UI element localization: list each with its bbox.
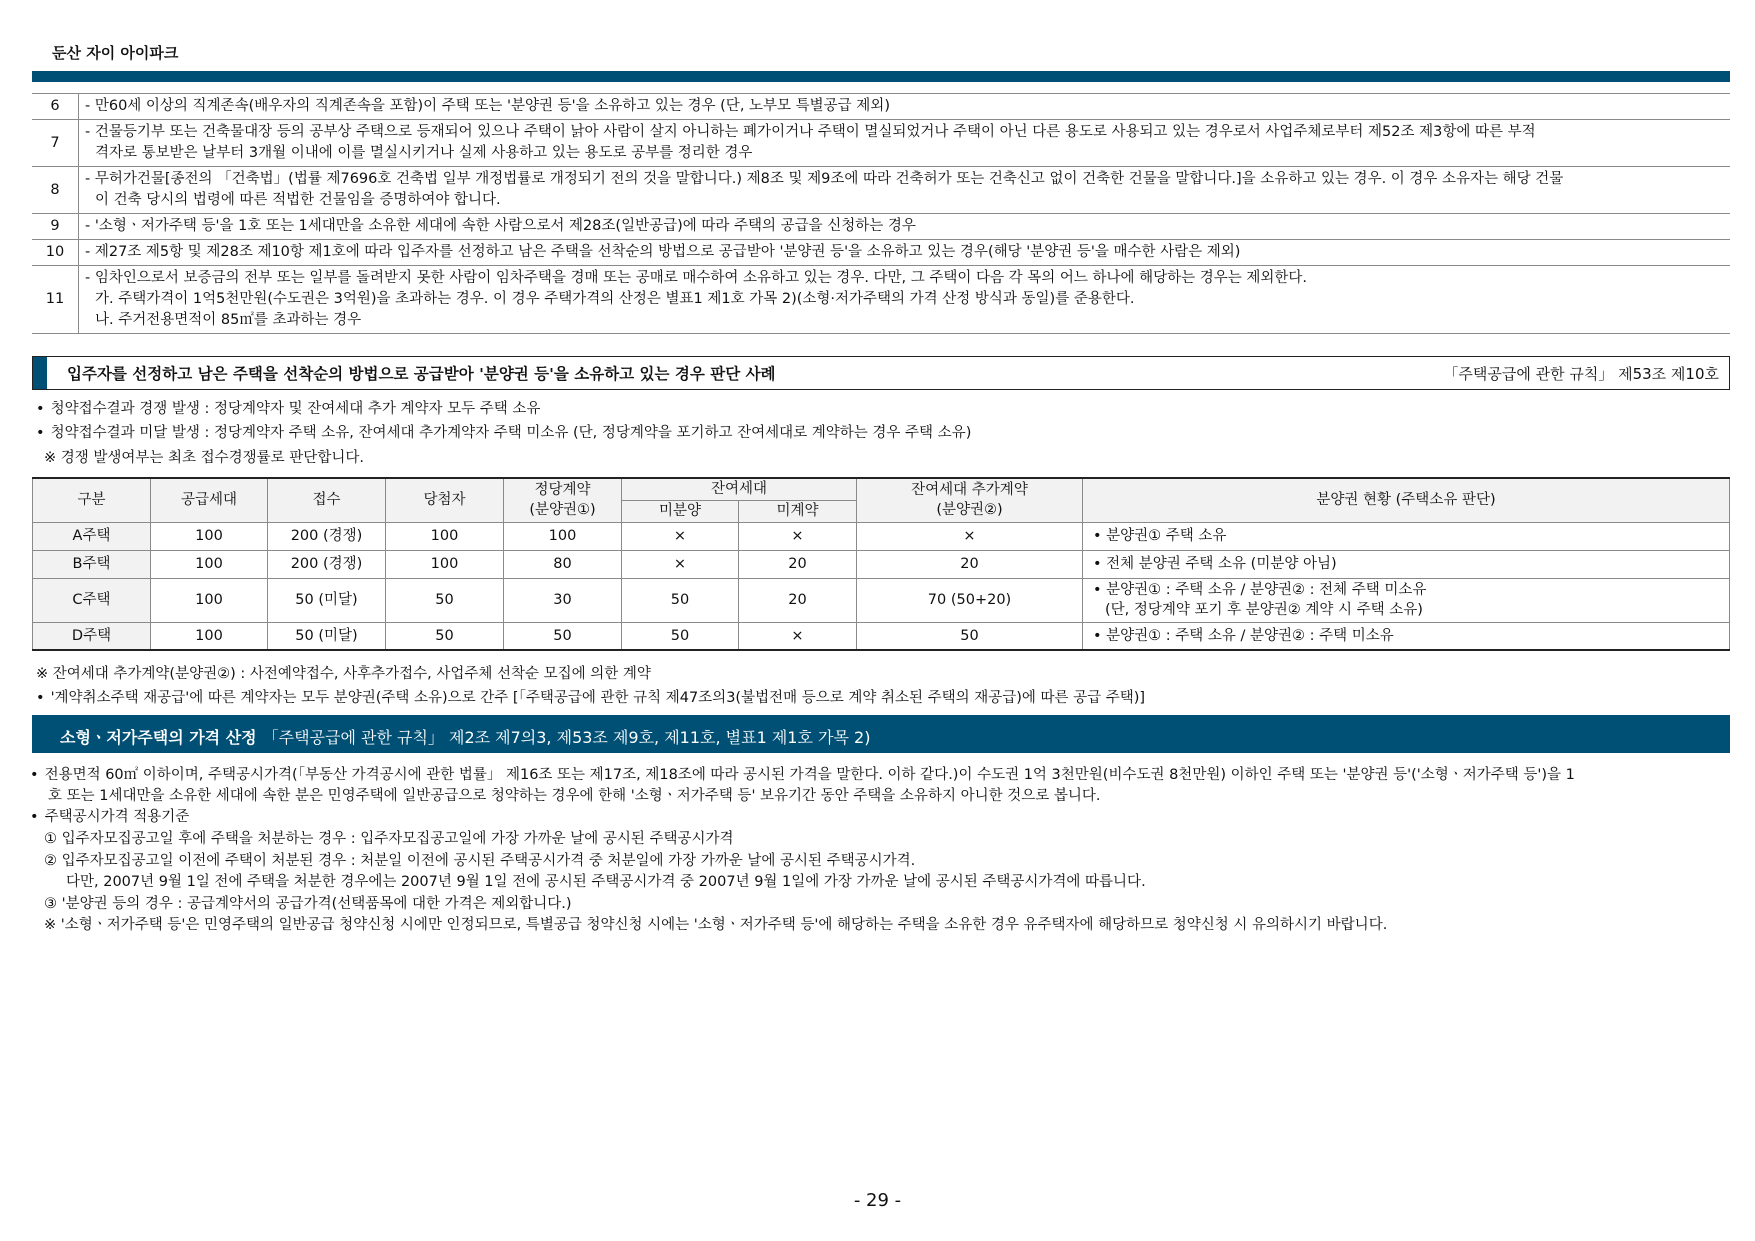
criteria-table [32,93,1730,334]
row-text: - 무허가건물[종전의 「건축법」(법률 제7696호 건축법 일부 개정법률로 개정되기 전의 것을 말합니다.) 제8조 및 제9조에 따라 건축허가 또는 건축신고 없이 건축한 건물을 말합니다.]을 소유하고 있는 경우. 이 경우 소유자는 해당 건물 이 건축 당시의 법령에 따른 적법한 건물임을 증명하여야 합니다. [79,167,1731,214]
bullet-item: • 청약접수결과 미달 발생 : 정당계약자 주택 소유, 잔여세대 추가계약자 주택 미소유 (단, 정당계약을 포기하고 잔여세대로 계약하는 경우 주택 소유) [36,421,971,442]
header-winner: 당첨자 [386,478,504,522]
list-item: ③ '분양권 등의 경우 : 공급계약서의 공급가격(선택품목에 대한 가격은 제외합니다.) [44,896,572,912]
page-number: - 29 - [853,1190,902,1211]
list-item: ① 입주자모집공고일 후에 주택을 처분하는 경우 : 입주자모집공고일에 가장 가까운 날에 공시된 주택공시가격 [44,831,734,847]
header-type: 구분 [33,478,151,522]
section-accent [33,357,47,389]
bullet-item: • 주택공시가격 적용기준 [30,805,189,826]
note-text: ※ 경쟁 발생여부는 최초 접수경쟁률로 판단합니다. [44,450,364,466]
bullet-continuation: 호 또는 1세대만을 소유한 세대에 속한 분은 민영주택에 일반공급으로 청약하는 경우에 한해 '소형ㆍ저가주택 등' 보유기간 동안 주택을 소유하지 아니한 것으로 봅니다. [48,788,1101,804]
status-cell: • 분양권① 주택 소유 [1083,522,1730,550]
table-row [32,94,1730,120]
section-title: 입주자를 선정하고 남은 주택을 선착순의 방법으로 공급받아 '분양권 등'을 소유하고 있는 경우 판단 사례 [67,365,776,383]
row-number: 7 [32,120,79,167]
table-row: C주택 100 50 (미달) 50 30 50 20 70 (50+20) • 분양권① : 주택 소유 / 분양권② : 전체 주택 미소유 (단, 정당계약 포기 후 분양권② 계약 시 주택 소유) [33,578,1730,622]
row-text: - 임차인으로서 보증금의 전부 또는 일부를 돌려받지 못한 사람이 임차주택을 경매 또는 공매로 매수하여 소유하고 있는 경우. 다만, 그 주택이 다음 각 목의 어느 하나에 해당하는 경우는 제외한다. 가. 주택가격이 1억5천만원(수도권은 3억원)을 초과하는 경우. 이 경우 주택가격의 산정은 별표1 제1호 가목 2)(소형·저가주택의 가격 산정 방식과 동일)를 준용한다. 나. 주거전용면적이 85㎡를 초과하는 경우 [79,266,1731,334]
bullet-item: • '계약취소주택 재공급'에 따른 계약자는 모두 분양권(주택 소유)으로 간주 [「주택공급에 관한 규칙 제47조의3(불법전매 등으로 계약 취소된 주택의 재공급)에 따른 공급 주택)] [36,686,1145,707]
list-item: ② 입주자모집공고일 이전에 주택이 처분된 경우 : 처분일 이전에 공시된 주택공시가격 중 처분일에 가장 가까운 날에 공시된 주택공시가격. [44,853,916,869]
example-table [32,477,1730,651]
header-apply: 접수 [268,478,386,522]
note-text: ※ 잔여세대 추가계약(분양권②) : 사전예약접수, 사후추가접수, 사업주체 선착순 모집에 의한 계약 [36,666,651,682]
status-cell: • 분양권① : 주택 소유 / 분양권② : 전체 주택 미소유 (단, 정당계약 포기 후 분양권② 계약 시 주택 소유) [1083,578,1730,622]
row-text: - 제27조 제5항 및 제28조 제10항 제1호에 따라 입주자를 선정하고 남은 주택을 선착순의 방법으로 공급받아 '분양권 등'을 소유하고 있는 경우(해당 '분양권 등'을 매수한 사람은 제외) [79,240,1731,266]
header-contract: 정당계약 (분양권①) [504,478,622,522]
row-text: - 건물등기부 또는 건축물대장 등의 공부상 주택으로 등재되어 있으나 주택이 낡아 사람이 살지 아니하는 폐가이거나 주택이 멸실되었거나 주택이 아닌 다른 용도로 사용되고 있는 경우로서 사업주체로부터 제52조 제3항에 따른 부적 격자로 통보받은 날부터 3개월 이내에 이를 멸실시키거나 실제 사용하고 있는 용도로 공부를 정리한 경우 [79,120,1731,167]
section-reference: 「주택공급에 관한 규칙」 제53조 제10호 [1443,365,1719,383]
table-row [32,120,1730,167]
list-item: 다만, 2007년 9월 1일 전에 주택을 처분한 경우에는 2007년 9월 1일 전에 공시된 주택공시가격 중 2007년 9월 1일에 가장 가까운 날에 공시된 주택공시가격에 따릅니다. [66,874,1146,890]
row-text: - '소형ㆍ저가주택 등'을 1호 또는 1세대만을 소유한 세대에 속한 사람으로서 제28조(일반공급)에 따라 주택의 공급을 신청하는 경우 [79,214,1731,240]
header-remaining: 잔여세대 [622,478,857,500]
header-supply: 공급세대 [151,478,268,522]
row-number: 9 [32,214,79,240]
note-text: ※ '소형ㆍ저가주택 등'은 민영주택의 일반공급 청약신청 시에만 인정되므로, 특별공급 청약신청 시에는 '소형ㆍ저가주택 등'에 해당하는 주택을 소유한 경우 유주택자에 해당하므로 청약신청 시 유의하시기 바랍니다. [44,917,1388,933]
table-row: B주택 100 200 (경쟁) 100 80 × 20 20 • 전체 분양권 주택 소유 (미분양 아님) [33,550,1730,578]
header-uncontracted: 미계약 [739,500,857,522]
status-cell: • 전체 분양권 주택 소유 (미분양 아님) [1083,550,1730,578]
header-status: 분양권 현황 (주택소유 판단) [1083,478,1730,522]
header-bar [32,71,1730,82]
table-row [32,240,1730,266]
row-number: 10 [32,240,79,266]
row-number: 8 [32,167,79,214]
bullet-item: • 청약접수결과 경쟁 발생 : 정당계약자 및 잔여세대 추가 계약자 모두 주택 소유 [36,397,540,418]
table-row: D주택 100 50 (미달) 50 50 50 × 50 • 분양권① : 주택 소유 / 분양권② : 주택 미소유 [33,622,1730,650]
section-heading-small-house-price [32,715,1730,753]
status-cell: • 분양권① : 주택 소유 / 분양권② : 주택 미소유 [1083,622,1730,650]
table-row: A주택 100 200 (경쟁) 100 100 × × × • 분양권① 주택 소유 [33,522,1730,550]
header-unsold: 미분양 [622,500,739,522]
document-title: 둔산 자이 아이파크 [52,44,179,62]
table-row [32,214,1730,240]
section-title: 소형ㆍ저가주택의 가격 산정 「주택공급에 관한 규칙」 제2조 제7의3, 제53조 제9호, 제11호, 별표1 제1호 가목 2) [60,728,871,747]
table-row [32,167,1730,214]
row-number: 6 [32,94,79,120]
header-extra: 잔여세대 추가계약 (분양권②) [857,478,1083,522]
row-number: 11 [32,266,79,334]
table-row [32,266,1730,334]
section-heading-first-come [32,356,1730,390]
bullet-item: • 전용면적 60㎡ 이하이며, 주택공시가격(「부동산 가격공시에 관한 법률」 제16조 또는 제17조, 제18조에 따라 공시된 가격을 말한다. 이하 같다.)이 수도권 1억 3천만원(비수도권 8천만원) 이하인 주택 또는 '분양권 등'('소형ㆍ저가주택 등')을 1 [30,763,1575,784]
row-text: - 만60세 이상의 직계존속(배우자의 직계존속을 포함)이 주택 또는 '분양권 등'을 소유하고 있는 경우 (단, 노부모 특별공급 제외) [79,94,1731,120]
